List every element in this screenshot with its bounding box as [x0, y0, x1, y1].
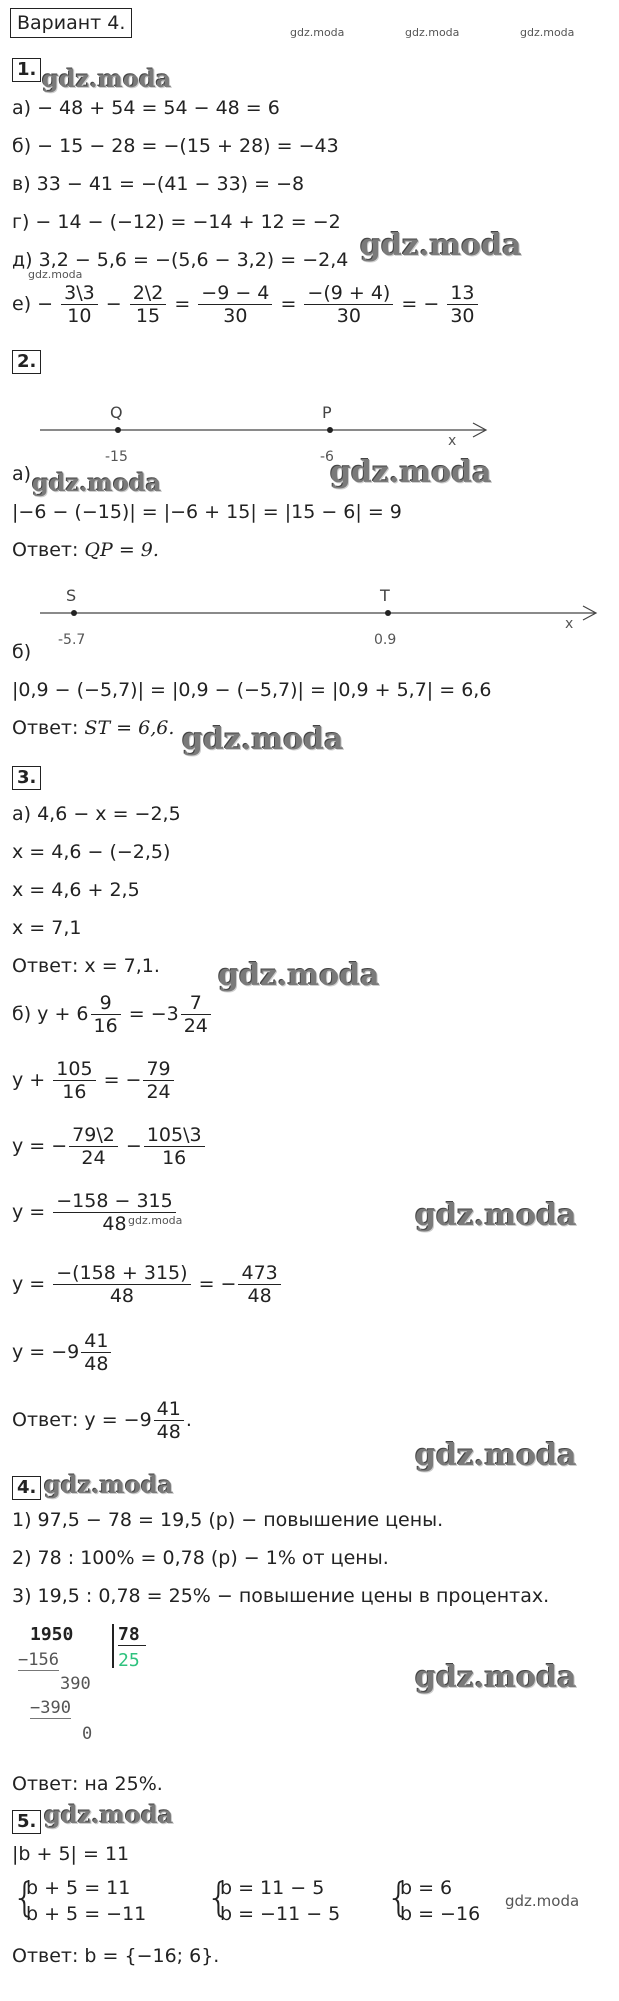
watermark: gdz.moda [32, 468, 162, 497]
denominator: 30 [450, 305, 475, 327]
watermark: gdz.moda [415, 1438, 577, 1473]
numerator: 3\3 [61, 282, 98, 305]
fraction [144, 1124, 205, 1169]
text: − [105, 293, 122, 315]
value-t: 0.9 [374, 632, 397, 648]
watermark: gdz.moda [44, 1470, 174, 1499]
numerator: −(9 + 4) [304, 282, 393, 305]
numerator: 41 [154, 1398, 184, 1421]
answer-prefix: Ответ: [12, 539, 85, 561]
denominator: 24 [146, 1081, 171, 1103]
watermark: gdz.moda [415, 1660, 577, 1695]
equation: b + 5 = 11 [26, 1877, 131, 1899]
task-number-1: 1. [12, 58, 41, 82]
task3-b6 [12, 1330, 113, 1375]
denominator: 48 [247, 1285, 272, 1307]
numerator: 473 [238, 1262, 280, 1285]
remainder-2: 0 [82, 1724, 93, 1744]
equation: b = −11 − 5 [220, 1903, 341, 1925]
fraction [143, 1058, 173, 1103]
text: = − [198, 1273, 237, 1295]
text: y = −9 [12, 1341, 80, 1363]
task3-b2 [12, 1058, 176, 1103]
fraction [61, 282, 98, 327]
brace-icon: { [206, 1875, 232, 1921]
task1-v: в) 33 − 41 = −(41 − 33) = −8 [12, 173, 305, 195]
remainder-1: 390 [60, 1674, 91, 1694]
equation: b = 11 − 5 [220, 1877, 325, 1899]
numerator: 105 [53, 1058, 95, 1081]
subtrahend-1: −156 [18, 1650, 59, 1670]
fraction [447, 282, 477, 327]
numerator: 9 [91, 992, 121, 1015]
numerator: 7 [181, 992, 211, 1015]
number-line-2 [30, 578, 610, 648]
denominator: 48 [102, 1213, 127, 1235]
text: = − [401, 293, 440, 315]
text: б) y + 6 [12, 1003, 89, 1025]
watermark: gdz.moda [128, 1214, 183, 1227]
fraction [304, 282, 393, 327]
denominator: 24 [81, 1147, 106, 1169]
denominator: 24 [183, 1015, 208, 1037]
denominator: 16 [93, 1015, 118, 1037]
label-s: S [66, 586, 77, 605]
text: y = [12, 1273, 46, 1295]
task3-b5 [12, 1262, 283, 1307]
task1-b: б) − 15 − 28 = −(15 + 28) = −43 [12, 135, 339, 157]
fraction [130, 282, 167, 327]
task4-l1: 1) 97,5 − 78 = 19,5 (р) − повышение цены. [12, 1509, 444, 1531]
task3-b3 [12, 1124, 207, 1169]
denominator: 30 [336, 305, 361, 327]
watermark: gdz.moda [360, 228, 522, 263]
fraction [181, 992, 211, 1037]
watermark: gdz.moda [405, 26, 460, 39]
task1-e [12, 282, 480, 327]
value-s: -5.7 [58, 632, 86, 648]
denominator: 10 [67, 305, 92, 327]
label-t: T [380, 586, 390, 605]
task2-b-calc: |0,9 − (−5,7)| = |0,9 − (−5,7)| = |0,9 + 5,7| = 6,6 [12, 679, 492, 701]
task-number-2: 2. [12, 350, 41, 374]
task3-b1 [12, 992, 213, 1037]
label-p: P [322, 403, 332, 422]
task3-a4: x = 7,1 [12, 917, 82, 939]
task2-a-label: а) [12, 463, 32, 485]
task5-l1: |b + 5| = 11 [12, 1843, 130, 1865]
answer-value: ST = 6,6. [84, 717, 175, 739]
task3-a2: x = 4,6 − (−2,5) [12, 841, 171, 863]
label-q: Q [110, 403, 123, 422]
fraction [53, 1058, 95, 1103]
task4-l3: 3) 19,5 : 0,78 = 25% − повышение цены в процентах. [12, 1585, 550, 1607]
fraction [91, 992, 121, 1037]
point-q [115, 427, 121, 433]
numerator: 79\2 [69, 1124, 118, 1147]
numerator: 13 [447, 282, 477, 305]
fraction [81, 1330, 111, 1375]
task1-a: а) − 48 + 54 = 54 − 48 = 6 [12, 97, 280, 119]
brace-icon: { [386, 1875, 412, 1921]
text: е) − [12, 293, 54, 315]
numerator: −9 − 4 [198, 282, 272, 305]
text: y = − [12, 1135, 68, 1157]
watermark: gdz.moda [44, 1800, 174, 1829]
fraction [154, 1398, 184, 1443]
value-p: -6 [320, 449, 334, 465]
task-number-5: 5. [12, 1810, 41, 1834]
text: = [280, 293, 297, 315]
axis-label-x: x [565, 616, 574, 632]
task3-a5: Ответ: x = 7,1. [12, 955, 160, 977]
watermark: gdz.moda [218, 958, 380, 993]
watermark: gdz.moda [415, 1198, 577, 1233]
long-division [16, 1624, 166, 1764]
task2-b-label: б) [12, 641, 32, 663]
text: = [174, 293, 191, 315]
fraction [53, 1262, 190, 1307]
text: Ответ: y = −9 [12, 1409, 152, 1431]
task2-b-answer [12, 716, 174, 740]
denominator: 30 [223, 305, 248, 327]
text: = −3 [128, 1003, 179, 1025]
task2-a-answer [12, 538, 159, 562]
numerator: 2\2 [130, 282, 167, 305]
text: − [125, 1135, 142, 1157]
denominator: 16 [162, 1147, 187, 1169]
brace-icon: { [12, 1875, 38, 1921]
task3-b7 [12, 1398, 192, 1443]
subtrahend-2: −390 [30, 1698, 71, 1718]
task1-d: д) 3,2 − 5,6 = −(5,6 − 3,2) = −2,4 [12, 249, 349, 271]
text: . [185, 1409, 192, 1431]
fraction [238, 1262, 280, 1307]
numerator: −158 − 315 [53, 1190, 175, 1213]
equation: b + 5 = −11 [26, 1903, 147, 1925]
fraction [69, 1124, 118, 1169]
numerator: 105\3 [144, 1124, 205, 1147]
denominator: 16 [62, 1081, 87, 1103]
divisor: 78 [118, 1624, 146, 1646]
watermark: gdz.moda [505, 1892, 580, 1910]
watermark: gdz.moda [28, 268, 83, 281]
numerator: −(158 + 315) [53, 1262, 190, 1285]
task-number-3: 3. [12, 766, 41, 790]
denominator: 15 [135, 305, 161, 327]
equation: b = −16 [400, 1903, 481, 1925]
task3-a3: x = 4,6 + 2,5 [12, 879, 140, 901]
task4-answer: Ответ: на 25%. [12, 1773, 163, 1795]
text: = − [103, 1069, 142, 1091]
denominator: 48 [84, 1353, 109, 1375]
value-q: -15 [105, 449, 128, 465]
task2-a-calc: |−6 − (−15)| = |−6 + 15| = |15 − 6| = 9 [12, 501, 402, 523]
axis-label-x: x [448, 433, 457, 449]
watermark: gdz.moda [42, 64, 172, 93]
dividend: 1950 [30, 1624, 74, 1645]
task3-b4 [12, 1190, 178, 1235]
task3-a1: а) 4,6 − x = −2,5 [12, 803, 181, 825]
watermark: gdz.moda [182, 722, 344, 757]
answer-value: QP = 9. [84, 539, 159, 561]
task4-l2: 2) 78 : 100% = 0,78 (р) − 1% от цены. [12, 1547, 389, 1569]
watermark: gdz.moda [520, 26, 575, 39]
fraction [53, 1190, 175, 1235]
text: y + [12, 1069, 46, 1091]
text: y = [12, 1201, 46, 1223]
denominator: 48 [156, 1421, 181, 1443]
numerator: 79 [143, 1058, 173, 1081]
task-number-4: 4. [12, 1476, 41, 1500]
equation: b = 6 [400, 1877, 453, 1899]
task5-answer: Ответ: b = {−16; 6}. [12, 1945, 220, 1967]
watermark: gdz.moda [330, 455, 492, 490]
division-bar [112, 1624, 114, 1668]
denominator: 48 [109, 1285, 134, 1307]
task1-g: г) − 14 − (−12) = −14 + 12 = −2 [12, 211, 341, 233]
page-title: Вариант 4. [10, 8, 132, 38]
point-s [71, 610, 77, 616]
point-p [327, 427, 333, 433]
numerator: 41 [81, 1330, 111, 1353]
answer-prefix: Ответ: [12, 717, 85, 739]
fraction [198, 282, 272, 327]
watermark: gdz.moda [290, 26, 345, 39]
quotient: 25 [118, 1650, 140, 1671]
point-t [385, 610, 391, 616]
